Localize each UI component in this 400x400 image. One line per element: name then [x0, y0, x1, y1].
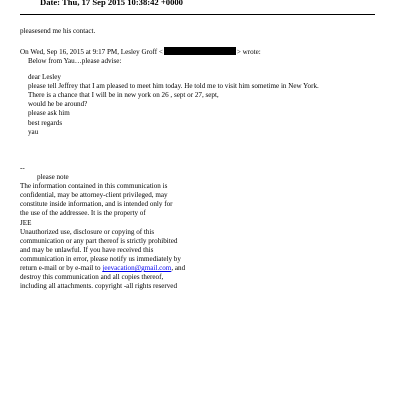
signature-line-10-suffix: , and	[171, 264, 186, 273]
quoted-line-2: There is a chance that I will be in new york on 26 , sept or 27, sept,	[28, 91, 219, 100]
signature-line-5: JEE	[20, 218, 32, 227]
header-divider	[20, 14, 375, 15]
redacted-email-block	[164, 47, 236, 55]
signature-line-8: and may be unlawful. If you have received this	[20, 245, 154, 254]
attribution-suffix: > wrote:	[236, 48, 261, 56]
signature-dash: --	[20, 164, 25, 172]
signature-line-3: constitute inside information, and is intended only for	[20, 200, 173, 209]
signature-line-10	[20, 264, 185, 273]
quote-attribution	[20, 47, 261, 57]
quoted-intro: Below from Yau…please advise:	[28, 57, 122, 65]
signature-line-10-prefix: return e-mail or by e-mail to	[20, 264, 103, 273]
signature-line-2: confidential, may be attorney-client privileged, may	[20, 191, 168, 200]
signature-line-6: Unauthorized use, disclosure or copying of this	[20, 227, 155, 236]
quoted-line-4: please ask him	[28, 109, 70, 118]
quoted-message	[28, 57, 319, 137]
signature-line-11: destroy this communication and all copies thereof,	[20, 273, 164, 282]
quoted-line-1: please tell Jeffrey that I am pleased to meet him today. He told me to visit him sometime in New York.	[28, 82, 319, 91]
signature-note: please note	[37, 173, 69, 182]
quoted-greeting: dear Lesley	[28, 73, 61, 82]
email-date-header: Date: Thu, 17 Sep 2015 10:38:42 +0000	[40, 0, 183, 7]
signature-line-7: communication or any part thereof is strictly prohibited	[20, 236, 178, 245]
signature-line-4: the use of the addressee. It is the property of	[20, 209, 146, 218]
attribution-prefix: On Wed, Sep 16, 2015 at 9:17 PM, Lesley Groff <	[20, 48, 163, 56]
reply-text: pleasesend me his contact.	[20, 27, 96, 35]
signature-line-12: including all attachments. copyright -all rights reserved	[20, 282, 178, 291]
email-signature	[20, 164, 185, 291]
quoted-line-6: yau	[28, 127, 39, 136]
contact-email-link[interactable]: jeevacation@gmail.com	[102, 264, 172, 273]
quoted-line-5: best regards	[28, 118, 63, 127]
quoted-line-3: would he be around?	[28, 100, 88, 109]
signature-line-9: communication in error, please notify us immediately by	[20, 254, 181, 263]
signature-line-1: The information contained in this communication is	[20, 182, 168, 191]
